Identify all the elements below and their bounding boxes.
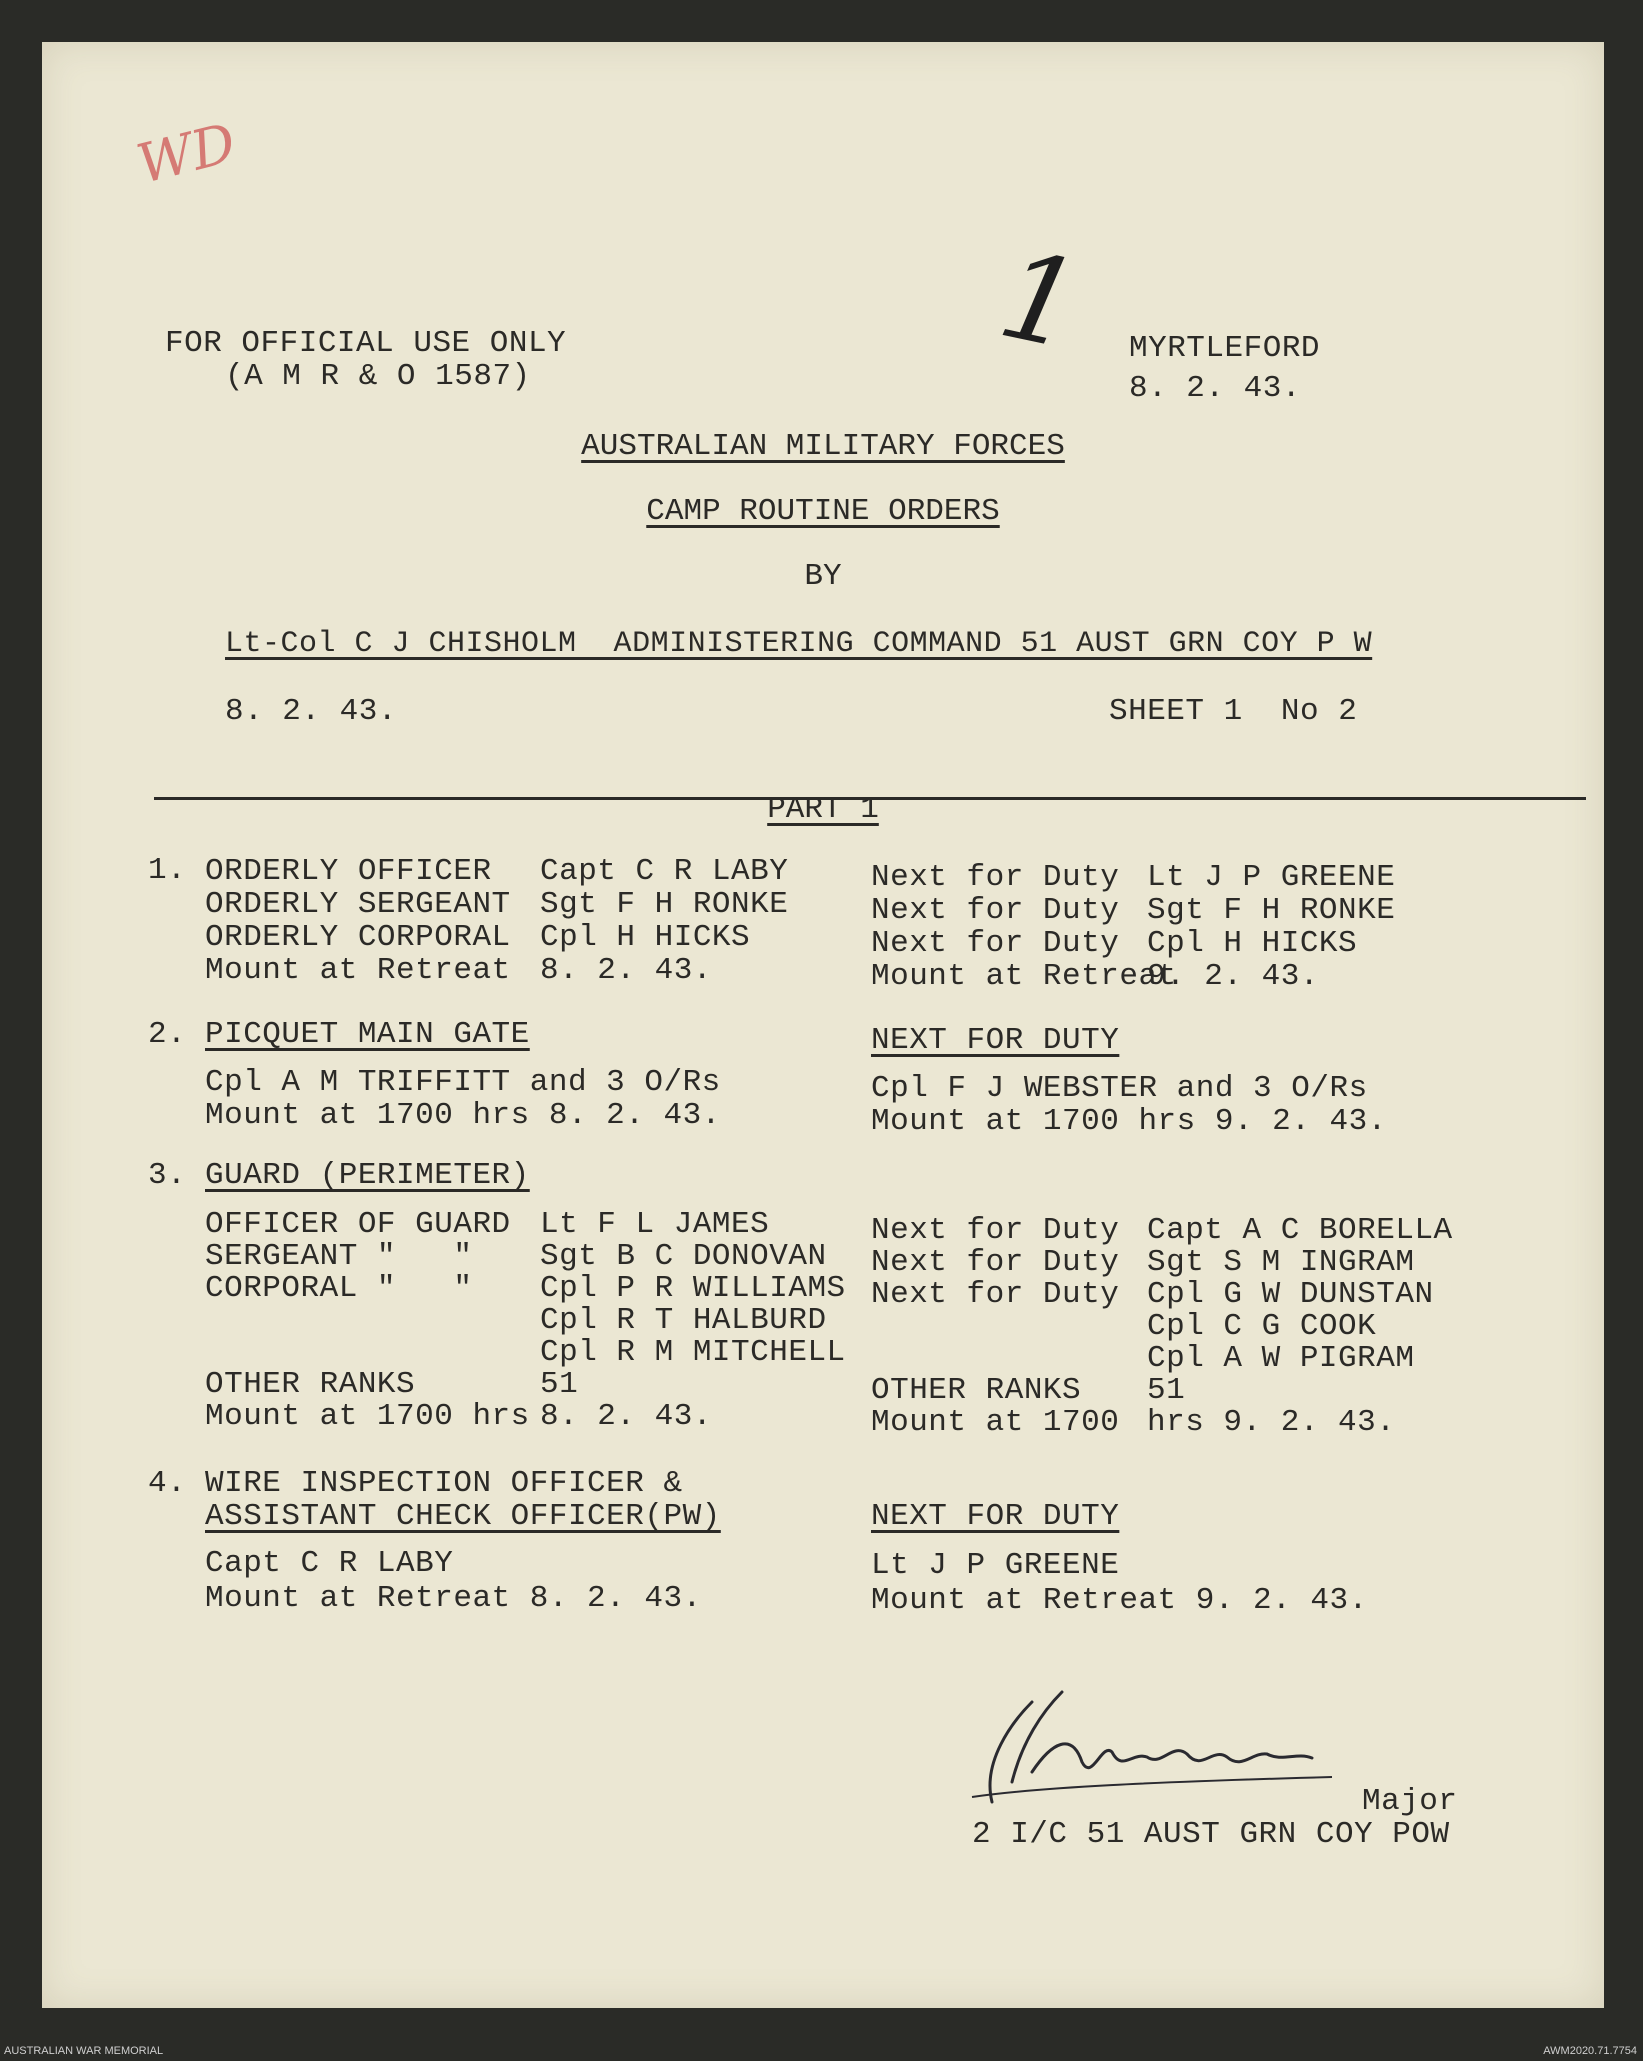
section-3-row-6-col-3: OTHER RANKS [871, 1373, 1082, 1408]
section-3-number: 3. [148, 1158, 187, 1193]
section-1-row-4-col-1: Mount at Retreat [205, 953, 511, 988]
section-3-row-2-col-1: SERGEANT " " [205, 1239, 473, 1274]
section-1-row-3-col-3: Next for Duty [871, 926, 1120, 961]
security-classification: FOR OFFICIAL USE ONLY [165, 326, 567, 361]
section-3-row-5-col-2: Cpl R M MITCHELL [540, 1335, 846, 1370]
section-1-row-4-col-2: 8. 2. 43. [540, 953, 712, 988]
section-3-row-7-col-3: Mount at 1700 [871, 1405, 1120, 1440]
section-3-row-6-col-1: OTHER RANKS [205, 1367, 416, 1402]
signatory-rank: Major [1362, 1784, 1458, 1819]
section-3-heading: GUARD (PERIMETER) [205, 1158, 530, 1193]
part-heading: PART 1 [767, 792, 879, 827]
section-1-row-2-col-1: ORDERLY SERGEANT [205, 887, 511, 922]
document-title: AUSTRALIAN MILITARY FORCES [581, 429, 1065, 464]
section-4-number: 4. [148, 1466, 187, 1501]
section-1-row-2-col-4: Sgt F H RONKE [1147, 893, 1396, 928]
header-date: 8. 2. 43. [1129, 371, 1301, 406]
section-1-number: 1. [148, 853, 187, 888]
section-4-right-line-2: Mount at Retreat 9. 2. 43. [871, 1583, 1368, 1618]
by-line: BY [804, 559, 842, 594]
section-1-row-2-col-2: Sgt F H RONKE [540, 887, 789, 922]
section-3-row-3-col-3: Next for Duty [871, 1277, 1120, 1312]
section-3-row-5-col-4: Cpl A W PIGRAM [1147, 1341, 1415, 1376]
section-2-left-line-1: Cpl A M TRIFFITT and 3 O/Rs [205, 1065, 721, 1100]
document-page [42, 42, 1604, 2008]
footer-left: AUSTRALIAN WAR MEMORIAL [4, 2045, 164, 2057]
section-3-row-1-col-4: Capt A C BORELLA [1147, 1213, 1453, 1248]
section-1-row-3-col-2: Cpl H HICKS [540, 920, 751, 955]
section-3-row-1-col-2: Lt F L JAMES [540, 1207, 770, 1242]
section-3-row-2-col-3: Next for Duty [871, 1245, 1120, 1280]
section-4-left-line-2: Mount at Retreat 8. 2. 43. [205, 1581, 702, 1616]
section-3-row-7-col-2: 8. 2. 43. [540, 1399, 712, 1434]
section-2-next-heading: NEXT FOR DUTY [871, 1023, 1120, 1058]
footer-right: AWM2020.71.7754 [1543, 2045, 1637, 2057]
section-1-row-1-col-1: ORDERLY OFFICER [205, 854, 492, 889]
section-3-row-7-col-1: Mount at 1700 hrs [205, 1399, 530, 1434]
section-4-next-heading: NEXT FOR DUTY [871, 1499, 1120, 1534]
section-1-row-4-col-3: Mount at Retreat [871, 959, 1177, 994]
section-1-row-4-col-4: 9. 2. 43. [1147, 959, 1319, 994]
section-4-heading-line-2: ASSISTANT CHECK OFFICER(PW) [205, 1499, 721, 1534]
order-date: 8. 2. 43. [225, 694, 397, 729]
section-3-row-4-col-2: Cpl R T HALBURD [540, 1303, 827, 1338]
section-1-row-1-col-4: Lt J P GREENE [1147, 860, 1396, 895]
section-1-row-3-col-1: ORDERLY CORPORAL [205, 920, 511, 955]
section-2-number: 2. [148, 1017, 187, 1052]
section-1-row-1-col-2: Capt C R LABY [540, 854, 789, 889]
section-1-row-1-col-3: Next for Duty [871, 860, 1120, 895]
section-2-left-line-2: Mount at 1700 hrs 8. 2. 43. [205, 1098, 721, 1133]
section-1-row-2-col-3: Next for Duty [871, 893, 1120, 928]
handwritten-annotation: WD [130, 110, 242, 197]
reference-number: (A M R & O 1587) [225, 359, 531, 394]
section-3-row-4-col-4: Cpl C G COOK [1147, 1309, 1377, 1344]
section-3-row-1-col-3: Next for Duty [871, 1213, 1120, 1248]
section-3-row-1-col-1: OFFICER OF GUARD [205, 1207, 511, 1242]
signatory-unit: 2 I/C 51 AUST GRN COY POW [972, 1817, 1450, 1852]
section-2-right-line-2: Mount at 1700 hrs 9. 2. 43. [871, 1104, 1387, 1139]
section-4-heading-line-1: WIRE INSPECTION OFFICER & [205, 1466, 683, 1501]
section-3-row-6-col-2: 51 [540, 1367, 579, 1402]
section-3-row-3-col-4: Cpl G W DUNSTAN [1147, 1277, 1434, 1312]
section-1-row-3-col-4: Cpl H HICKS [1147, 926, 1358, 961]
section-2-heading: PICQUET MAIN GATE [205, 1017, 530, 1052]
section-3-row-3-col-1: CORPORAL " " [205, 1271, 473, 1306]
issuing-authority: Lt-Col C J CHISHOLM ADMINISTERING COMMAND 51 AUST GRN COY P W [225, 627, 1373, 661]
section-3-row-3-col-2: Cpl P R WILLIAMS [540, 1271, 846, 1306]
section-4-right-line-1: Lt J P GREENE [871, 1548, 1120, 1583]
document-subtitle: CAMP ROUTINE ORDERS [646, 494, 1000, 529]
place-name: MYRTLEFORD [1129, 331, 1321, 366]
section-3-row-2-col-2: Sgt B C DONOVAN [540, 1239, 827, 1274]
section-2-right-line-1: Cpl F J WEBSTER and 3 O/Rs [871, 1071, 1368, 1106]
signature [952, 1682, 1392, 1822]
section-3-row-2-col-4: Sgt S M INGRAM [1147, 1245, 1415, 1280]
folio-number: 1 [988, 225, 1092, 378]
section-3-row-6-col-4: 51 [1147, 1373, 1186, 1408]
section-3-row-7-col-4: hrs 9. 2. 43. [1147, 1405, 1396, 1440]
section-4-left-line-1: Capt C R LABY [205, 1546, 454, 1581]
sheet-number: SHEET 1 No 2 [1109, 694, 1358, 729]
